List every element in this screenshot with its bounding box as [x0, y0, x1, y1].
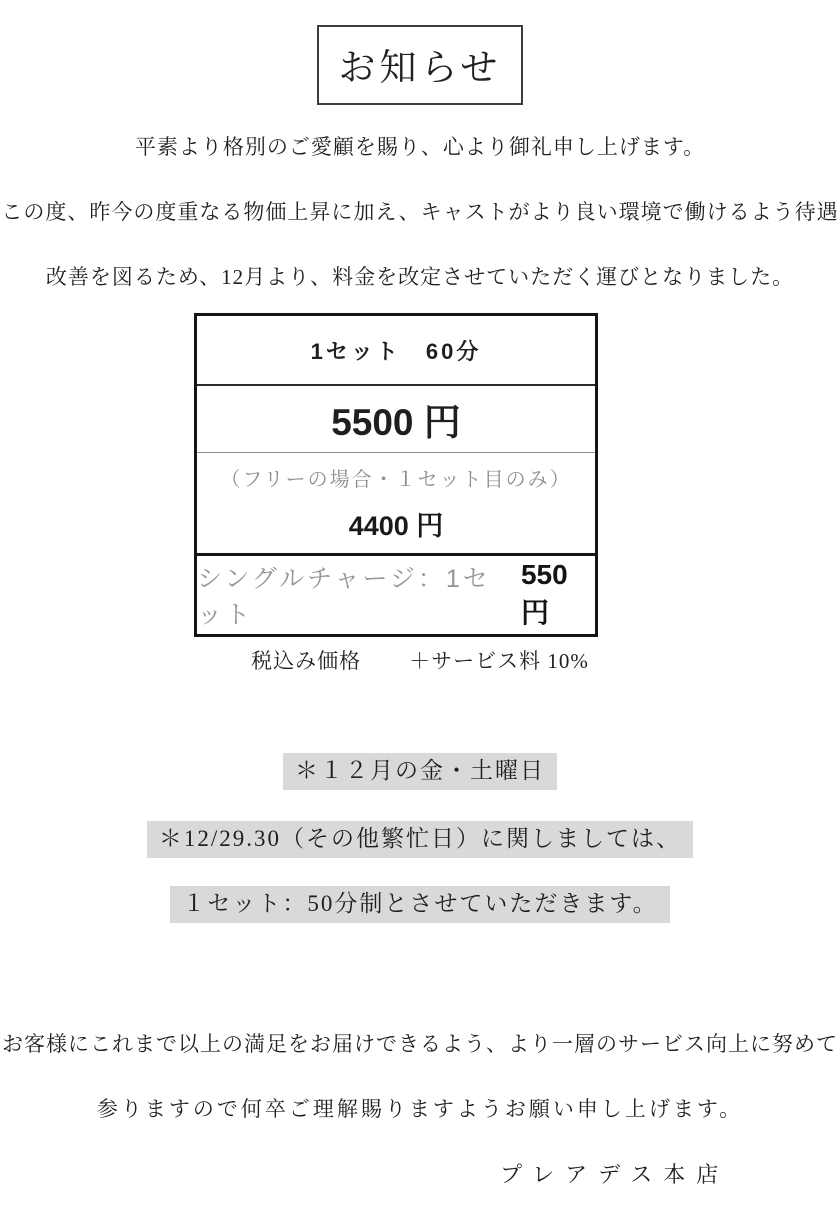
price-table-row-set-duration — [197, 316, 595, 386]
price-table-row-single-charge — [197, 556, 595, 634]
set-duration-label: 1セット 60分 — [310, 338, 482, 364]
highlight-december-weekend-line — [0, 752, 840, 785]
single-charge-label: シングルチャージ：1セット — [197, 565, 491, 629]
tax-included-label: 税込み価格 — [251, 649, 362, 673]
service-charge-label: ＋サービス料 10% — [409, 649, 589, 673]
highlight-50min-set-line — [0, 885, 840, 918]
set-price-value: 5500 円 — [331, 402, 461, 443]
closing-request-line: 参りますので何卒ご理解賜りますようお願い申し上げます。 — [96, 1097, 744, 1121]
highlight-50min-set-text: １セット：50分制とさせていただきます。 — [170, 886, 669, 923]
closing-service-line: お客様にこれまで以上の満足をお届けできるよう、より一層のサービス向上に努めて — [2, 1032, 838, 1056]
notice-header — [0, 25, 840, 105]
intro-reason-line: この度、昨今の度重なる物価上昇に加え、キャストがより良い環境で働けるよう待遇 — [1, 200, 839, 224]
price-table-row-set-price — [197, 386, 595, 453]
free-first-set-note: （フリーの場合・１セット目のみ） — [220, 469, 572, 491]
intro-greeting-line: 平素より格別のご愛顧を賜り、心より御礼申し上げます。 — [134, 135, 706, 159]
highlight-december-weekend-text: ＊１２月の金・土曜日 — [283, 753, 557, 790]
intro-revision-line: 改善を図るため、12月より、料金を改定させていただく運びとなりました。 — [45, 265, 795, 289]
highlight-busy-days-line — [0, 820, 840, 853]
store-signature: プレアデス本店 — [500, 1162, 730, 1187]
free-first-set-price: 4400 円 — [348, 511, 444, 541]
single-charge-price: 550 円 — [520, 559, 568, 628]
page-title: お知らせ — [317, 25, 524, 105]
price-table-row-free-first-set — [197, 453, 595, 556]
highlight-busy-days-text: ＊12/29.30（その他繁忙日）に関しましては、 — [147, 821, 693, 858]
tax-service-note — [0, 645, 840, 675]
price-table — [194, 313, 598, 637]
